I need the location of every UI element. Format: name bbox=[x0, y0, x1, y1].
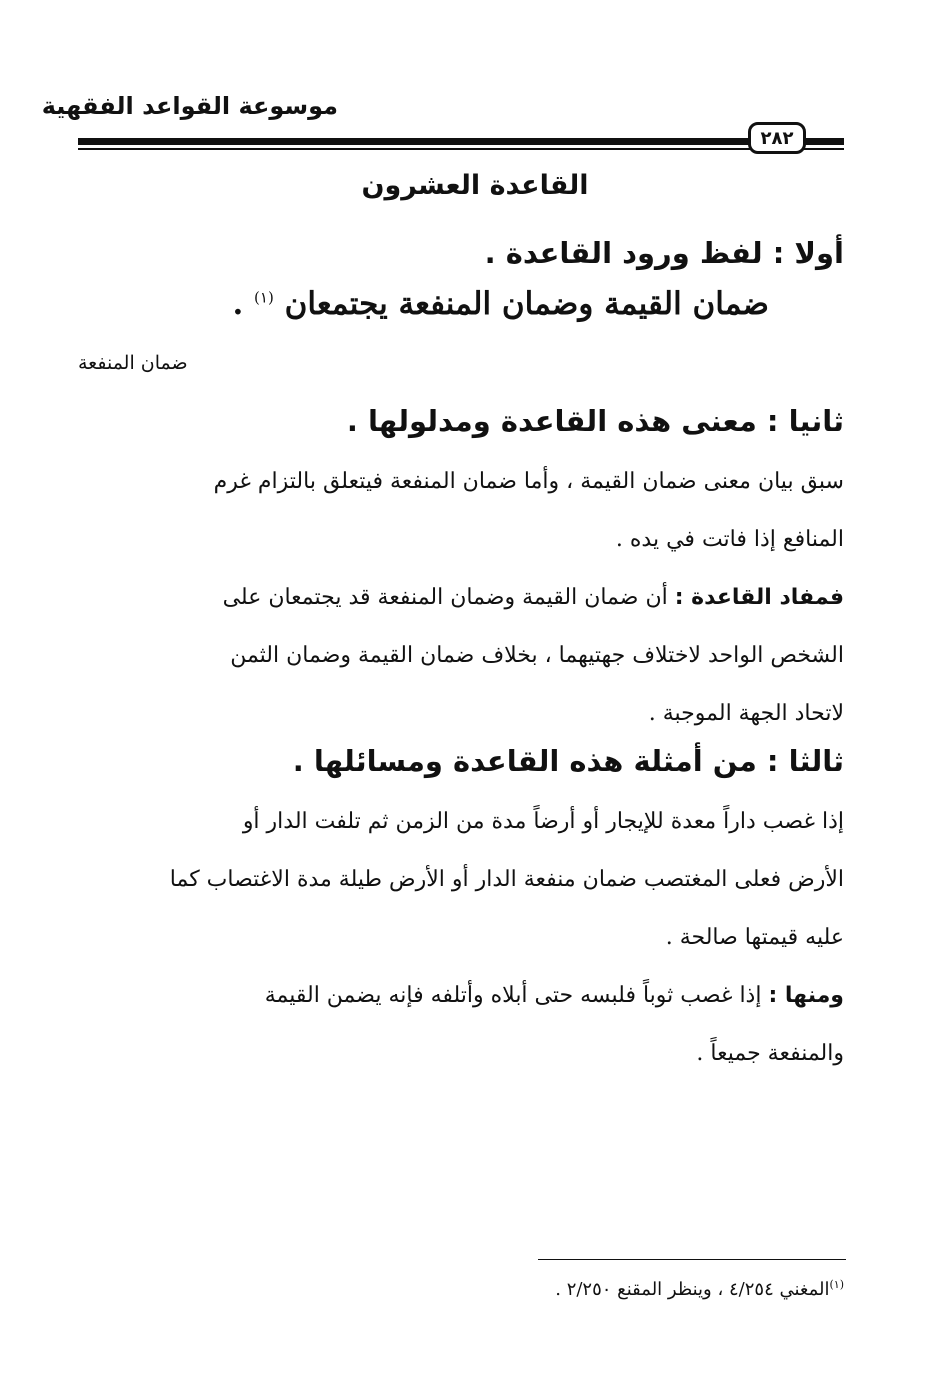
paragraph-lead-rest: إذا غصب ثوباً فلبسه حتى أبلاه وأتلفه فإنه يضمن القيمة bbox=[264, 983, 769, 1008]
paragraph-line bbox=[78, 568, 844, 628]
paragraph-lead-rest: أن ضمان القيمة وضمان المنفعة قد يجتمعان على bbox=[222, 585, 675, 610]
paragraph-line: لاتحاد الجهة الموجبة . bbox=[648, 701, 844, 726]
section-heading-2: ثانيا : معنى هذه القاعدة ومدلولها . bbox=[346, 404, 844, 438]
paragraph-line: سبق بيان معنى ضمان القيمة ، وأما ضمان المنفعة فيتعلق بالتزام غرم bbox=[213, 469, 844, 494]
section-heading-1: أولا : لفظ ورود القاعدة . bbox=[484, 236, 844, 270]
footnote-text: المغني ٤/٢٥٤ ، وينظر المقنع ٢/٢٥٠ . bbox=[555, 1279, 830, 1300]
rule-text-body: ضمان القيمة وضمان المنفعة يجتمعان bbox=[284, 286, 769, 322]
running-title: موسوعة القواعد الفقهية bbox=[41, 92, 338, 120]
paragraph-line: والمنفعة جميعاً . bbox=[696, 1041, 844, 1066]
paragraph-line: إذا غصب داراً معدة للإيجار أو أرضاً مدة من الزمن ثم تلفت الدار أو bbox=[242, 809, 844, 834]
footnote bbox=[344, 1278, 844, 1300]
footnote-rule bbox=[538, 1259, 846, 1260]
section-heading-3: ثالثا : من أمثلة هذه القاعدة ومسائلها . bbox=[292, 744, 844, 778]
footnote-number: (١) bbox=[829, 1278, 844, 1291]
header-rule-thin bbox=[78, 148, 844, 150]
header-rule bbox=[78, 138, 844, 145]
margin-note: ضمان المنفعة bbox=[78, 352, 188, 374]
paragraph-line: المنافع إذا فاتت في يده . bbox=[615, 527, 844, 552]
paragraph-line: الأرض فعلى المغتصب ضمان منفعة الدار أو الأرض طيلة مدة الاغتصاب كما bbox=[169, 867, 844, 892]
paragraph-lead: فمفاد القاعدة : bbox=[674, 585, 844, 610]
rule-text bbox=[169, 286, 769, 322]
paragraph-line: الشخص الواحد لاختلاف جهتيهما ، بخلاف ضمان القيمة وضمان الثمن bbox=[230, 643, 844, 668]
rule-title: القاعدة العشرون bbox=[361, 170, 589, 201]
paragraph-line bbox=[78, 966, 844, 1026]
paragraph-lead: ومنها : bbox=[768, 983, 844, 1008]
footnote-ref[interactable]: (١) bbox=[254, 288, 274, 307]
paragraph-line: عليه قيمتها صالحة . bbox=[665, 925, 844, 950]
page-number: ٢٨٢ bbox=[748, 122, 806, 154]
rule-text-end: . bbox=[232, 286, 244, 322]
